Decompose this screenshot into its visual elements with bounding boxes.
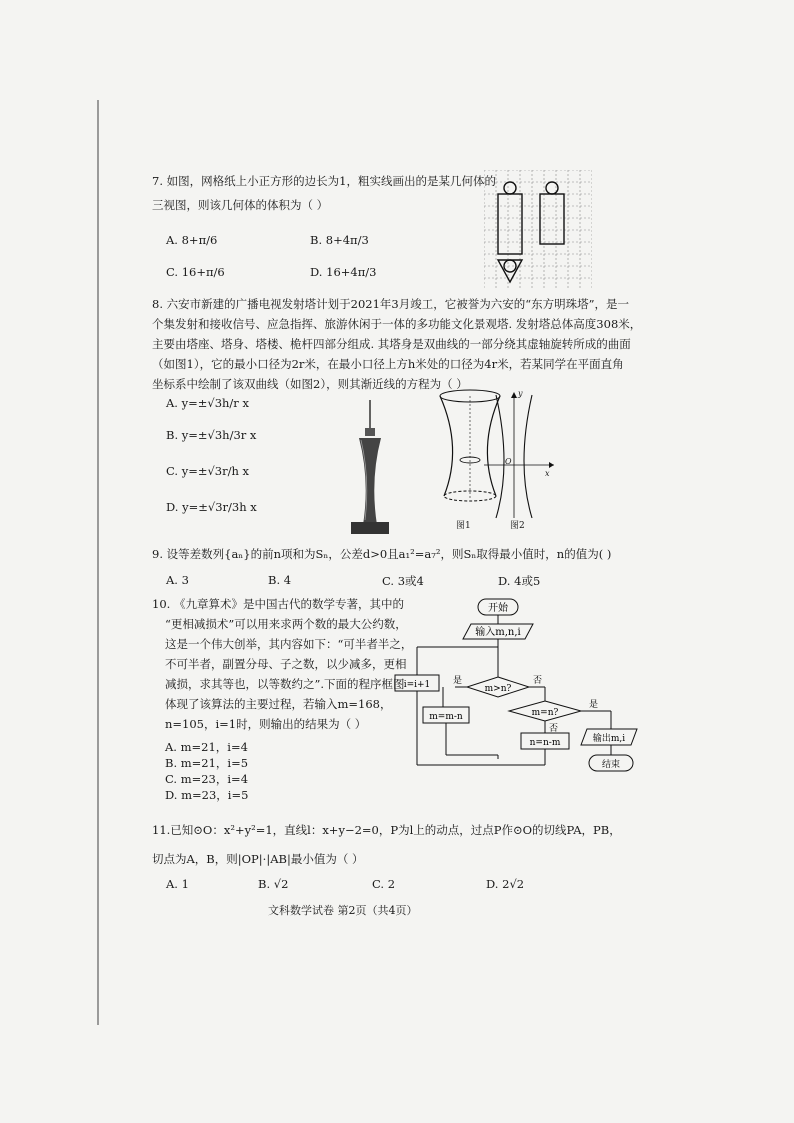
flow-sub-n: n=n-m xyxy=(529,738,561,748)
fig1-label: 图1 xyxy=(456,521,471,531)
three-view-figure xyxy=(484,170,592,288)
fig2-axis-y: y xyxy=(518,389,523,398)
flow-input: 输入m,n,i xyxy=(475,627,521,638)
q8-line3: 主要由塔座、塔身、塔楼、桅杆四部分组成. 其塔身是双曲线的一部分绕其虚轴旋转所成的曲面 xyxy=(152,337,631,351)
flow-no-2: 否 xyxy=(549,724,559,734)
fig2-label: 图2 xyxy=(510,521,525,531)
q9-option-a: A. 3 xyxy=(166,573,189,587)
q8-option-b: B. y=±√3h/3r x xyxy=(166,428,257,442)
q7-option-b: B. 8+4π/3 xyxy=(310,233,369,247)
q10-option-a: A. m=21，i=4 xyxy=(165,740,248,754)
q10-option-b: B. m=21，i=5 xyxy=(165,756,249,770)
q9-option-b: B. 4 xyxy=(268,573,292,587)
q11-line1: 11.已知⊙O：x²+y²=1，直线l：x+y−2=0，P为l上的动点，过点P作⊙O的切线PA，PB， xyxy=(152,823,621,837)
flow-end: 结束 xyxy=(601,760,621,770)
q11-option-b: B. √2 xyxy=(258,877,289,891)
tower-photo xyxy=(345,400,395,535)
q8-line4: （如图1），它的最小口径为2r米，在最小口径上方h米处的口径为4r米，若某同学在平面直角 xyxy=(152,357,624,371)
q7-line2: 三视图，则该几何体的体积为（ ） xyxy=(152,198,329,212)
q8-option-a: A. y=±√3h/r x xyxy=(166,396,249,410)
hyperbola-figure xyxy=(482,390,557,520)
q11-option-c: C. 2 xyxy=(372,877,396,891)
q10-line2: “更相减损术”可以用来求两个数的最大公约数， xyxy=(165,617,407,631)
fig2-axis-o: O xyxy=(505,457,512,466)
q10-line4: 不可半者，副置分母、子之数，以少减多，更相 xyxy=(165,657,407,671)
q9-option-d: D. 4或5 xyxy=(498,574,541,588)
q8-line2: 个集发射和接收信号、应急指挥、旅游休闲于一体的多功能文化景观塔. 发射塔总体高度308米， xyxy=(152,317,642,331)
q8-line1: 8. 六安市新建的广播电视发射塔计划于2021年3月竣工，它被誉为六安的“东方明珠塔”，是一 xyxy=(152,297,629,311)
q7-line1: 7. 如图，网格纸上小正方形的边长为1，粗实线画出的是某几何体的 xyxy=(152,174,496,188)
q9-line: 9. 设等差数列{aₙ}的前n项和为Sₙ，公差d>0且a₁²=a₇²，则Sₙ取得最小值时，n的值为( ) xyxy=(152,547,612,561)
q10-line6: 体现了该算法的主要过程，若输入m=168， xyxy=(165,697,392,711)
flow-start: 开始 xyxy=(488,603,508,614)
flow-yes-1: 是 xyxy=(453,676,463,686)
page-edge-line xyxy=(97,100,99,1025)
q10-line7: n=105，i=1时，则输出的结果为（ ） xyxy=(165,717,367,731)
q7-option-a: A. 8+π/6 xyxy=(166,233,218,247)
q10-line1: 10. 《九章算术》是中国古代的数学专著，其中的 xyxy=(152,597,404,611)
q7-option-c: C. 16+π/6 xyxy=(166,265,225,279)
q11-option-a: A. 1 xyxy=(166,877,189,891)
flow-yes-2: 是 xyxy=(589,700,599,710)
q11-option-d: D. 2√2 xyxy=(486,877,525,891)
flow-cond2: m=n? xyxy=(531,708,559,718)
flow-no-1: 否 xyxy=(533,676,543,686)
flow-output: 输出m,i xyxy=(592,734,626,744)
fig2-axis-x: x xyxy=(545,469,550,478)
q7-option-d: D. 16+4π/3 xyxy=(310,265,377,279)
q10-option-c: C. m=23，i=4 xyxy=(165,772,249,786)
flow-sub-m: m=m-n xyxy=(429,712,463,722)
q11-line2: 切点为A，B，则|OP|·|AB|最小值为（ ） xyxy=(152,852,364,866)
flow-cond1: m>n? xyxy=(484,684,512,694)
q8-option-d: D. y=±√3r/3h x xyxy=(166,500,257,514)
q10-line3: 这是一个伟大创举，其内容如下：“可半者半之， xyxy=(165,637,413,651)
q10-option-d: D. m=23，i=5 xyxy=(165,788,249,802)
page-footer: 文科数学试卷 第2页（共4页） xyxy=(268,904,418,917)
q10-line5: 减损，求其等也，以等数约之”.下面的程序框图 xyxy=(165,677,405,691)
q8-option-c: C. y=±√3r/h x xyxy=(166,464,250,478)
flow-increment: i=i+1 xyxy=(403,680,431,690)
q8-line5: 坐标系中绘制了该双曲线（如图2），则其渐近线的方程为（ ） xyxy=(152,377,468,391)
flowchart xyxy=(393,595,643,780)
q9-option-c: C. 3或4 xyxy=(382,574,424,588)
